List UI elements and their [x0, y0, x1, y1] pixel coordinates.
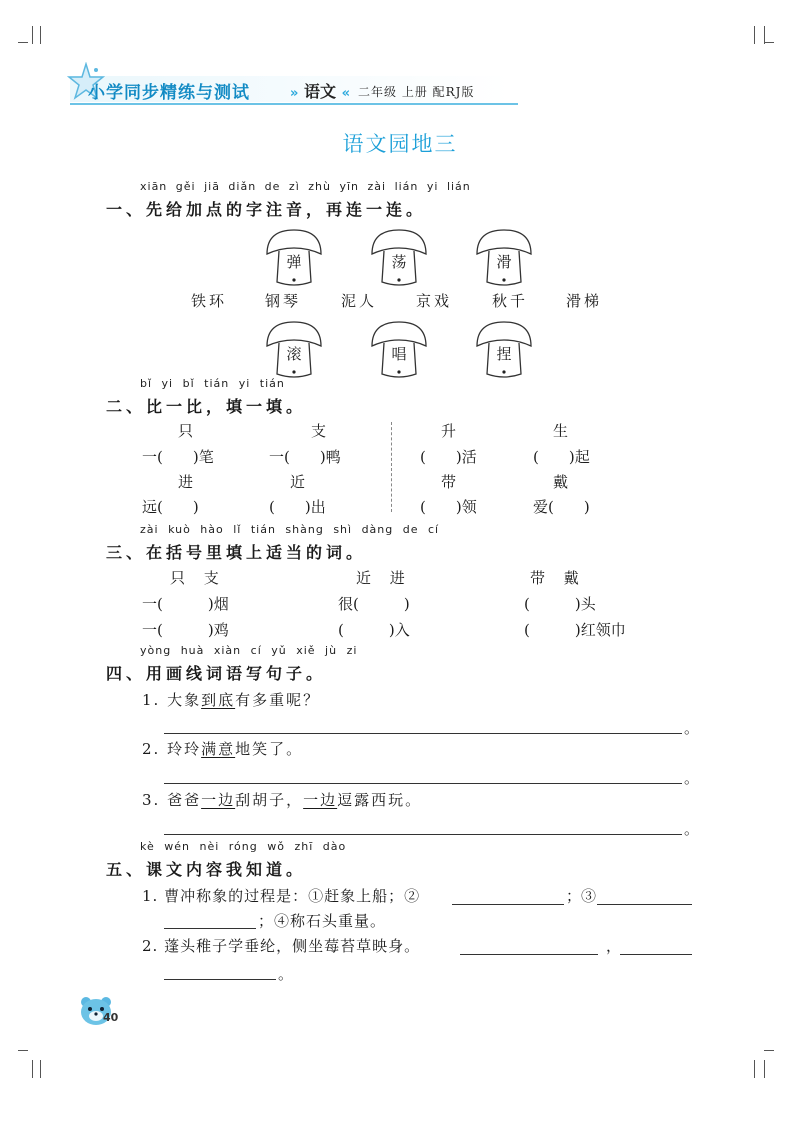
q2-blank-2[interactable]	[620, 954, 692, 955]
underlined-word: 满意	[201, 740, 236, 758]
char-jin: 进	[178, 473, 194, 491]
word-1: 铁环	[191, 292, 228, 310]
q2-comma: ，	[606, 937, 622, 955]
char-jin2: 近	[290, 473, 306, 491]
mushroom-char: 捏	[496, 345, 512, 363]
section-2-heading: 二、比一比，填一填。	[106, 397, 307, 416]
q2-blank-3[interactable]	[164, 979, 276, 980]
end-mark: 。	[684, 769, 700, 787]
mushroom-char: 荡	[391, 253, 407, 271]
answer-line-1[interactable]	[164, 733, 682, 734]
sentence-num: 3.	[142, 791, 161, 809]
sentence-num: 2.	[142, 740, 161, 758]
chevron-right-icon: »	[290, 86, 299, 101]
char-dai: 带	[441, 473, 457, 491]
blank-ru: ( )入	[338, 621, 410, 639]
answer-line-2[interactable]	[164, 783, 682, 784]
char-sheng: 升	[441, 422, 457, 440]
blank-tou: ( )头	[524, 595, 596, 613]
blank-ling: ( )领	[420, 498, 477, 516]
blank-yan: 一( )烟	[142, 595, 229, 613]
section-4-heading: 四、用画线词语写句子。	[106, 664, 327, 683]
sentence-text: 地笑了。	[235, 740, 304, 758]
mushroom-3	[473, 228, 535, 292]
mushroom-2	[368, 228, 430, 292]
char-zhi: 只	[178, 422, 194, 440]
sentence-text: 大象	[167, 691, 202, 709]
group-zhi: 只 支	[170, 569, 219, 587]
q1-text-c: ；④称石头重量。	[258, 912, 387, 930]
word-6: 滑梯	[566, 292, 603, 310]
sentence-2	[142, 738, 303, 759]
q1-text-a: 1. 曹冲称象的过程是：①赶象上船；②	[142, 887, 421, 905]
subject-text: 语文	[303, 82, 336, 101]
sentence-text: 有多重呢？	[235, 691, 321, 709]
blank-huo: ( )活	[420, 448, 477, 466]
word-5: 秋千	[492, 292, 529, 310]
blank-honglingjin: ( )红领巾	[524, 621, 626, 639]
mushroom-char: 滑	[496, 253, 512, 271]
section-2-pinyin: bǐ yi bǐ tián yi tián	[140, 377, 285, 390]
underlined-word: 到底	[201, 691, 236, 709]
sentence-3	[142, 789, 422, 810]
underlined-word: 一边	[303, 791, 338, 809]
word-2: 钢琴	[265, 292, 302, 310]
blank-ai: 爱( )	[533, 498, 590, 516]
end-mark: 。	[684, 719, 700, 737]
sentence-text: 玲玲	[167, 740, 202, 758]
series-title: 小学同步精练与测试	[88, 83, 250, 103]
group-jin: 近 进	[356, 569, 405, 587]
grade-info: 二年级 上册 配RJ版	[358, 85, 475, 99]
section-1-heading: 一、先给加点的字注音，再连一连。	[106, 200, 427, 219]
blank-qi: ( )起	[533, 448, 590, 466]
chevron-left-icon: «	[341, 86, 350, 101]
mushroom-6	[473, 320, 535, 384]
section-1-pinyin: xiān gěi jiā diǎn de zì zhù yīn zài lián yi lián	[140, 180, 471, 193]
section-4-pinyin: yòng huà xiàn cí yǔ xiě jù zi	[140, 644, 358, 657]
char-dai2: 戴	[553, 473, 569, 491]
mushroom-char: 唱	[391, 345, 407, 363]
char-zhi2: 支	[311, 422, 327, 440]
q1-blank-3[interactable]	[597, 904, 692, 905]
sentence-text: 爸爸	[167, 791, 202, 809]
blank-yi-bi: 一( )笔	[142, 448, 214, 466]
mushroom-4	[263, 320, 325, 384]
subject-label	[290, 79, 350, 102]
crop-mark-top-left	[18, 22, 42, 46]
blank-hen: 很( )	[338, 595, 410, 613]
crop-mark-top-right	[752, 22, 776, 46]
char-sheng2: 生	[553, 422, 569, 440]
end-mark: 。	[278, 965, 294, 983]
word-3: 泥人	[341, 292, 378, 310]
mushroom-char: 滚	[286, 345, 302, 363]
q1-blank-3-cont[interactable]	[164, 928, 256, 929]
underlined-word: 一边	[201, 791, 236, 809]
page-title: 语文园地三	[342, 132, 458, 156]
sentence-text: 刮胡子，	[235, 791, 304, 809]
crop-mark-bottom-right	[752, 1050, 776, 1074]
section-5-pinyin: kè wén nèi róng wǒ zhī dào	[140, 840, 347, 853]
section-3-pinyin: zài kuò hào lǐ tián shàng shì dàng de cí	[140, 523, 440, 536]
blank-ji: 一( )鸡	[142, 621, 229, 639]
q1-text-b: ；③	[566, 887, 597, 905]
q2-text-a: 2. 蓬头稚子学垂纶，侧坐莓苔草映身。	[142, 937, 421, 955]
sentence-num: 1.	[142, 691, 161, 709]
section-5-heading: 五、课文内容我知道。	[106, 860, 307, 879]
sentence-1	[142, 689, 320, 710]
header-rule	[70, 103, 518, 105]
group-dai: 带 戴	[530, 569, 579, 587]
blank-chu: ( )出	[269, 498, 326, 516]
mushroom-1	[263, 228, 325, 292]
end-mark: 。	[684, 820, 700, 838]
blank-yi-ya: 一( )鸭	[269, 448, 341, 466]
crop-mark-bottom-left	[18, 1050, 42, 1074]
word-4: 京戏	[416, 292, 453, 310]
column-divider	[391, 422, 392, 512]
mushroom-char: 弹	[286, 253, 302, 271]
q1-blank-2[interactable]	[452, 904, 564, 905]
page-number: 40	[103, 1011, 119, 1024]
section-3-heading: 三、在括号里填上适当的词。	[106, 543, 367, 562]
q2-blank-1[interactable]	[460, 954, 598, 955]
sentence-text: 逗露西玩。	[337, 791, 423, 809]
answer-line-3[interactable]	[164, 834, 682, 835]
blank-yuan: 远( )	[142, 498, 199, 516]
mushroom-5	[368, 320, 430, 384]
